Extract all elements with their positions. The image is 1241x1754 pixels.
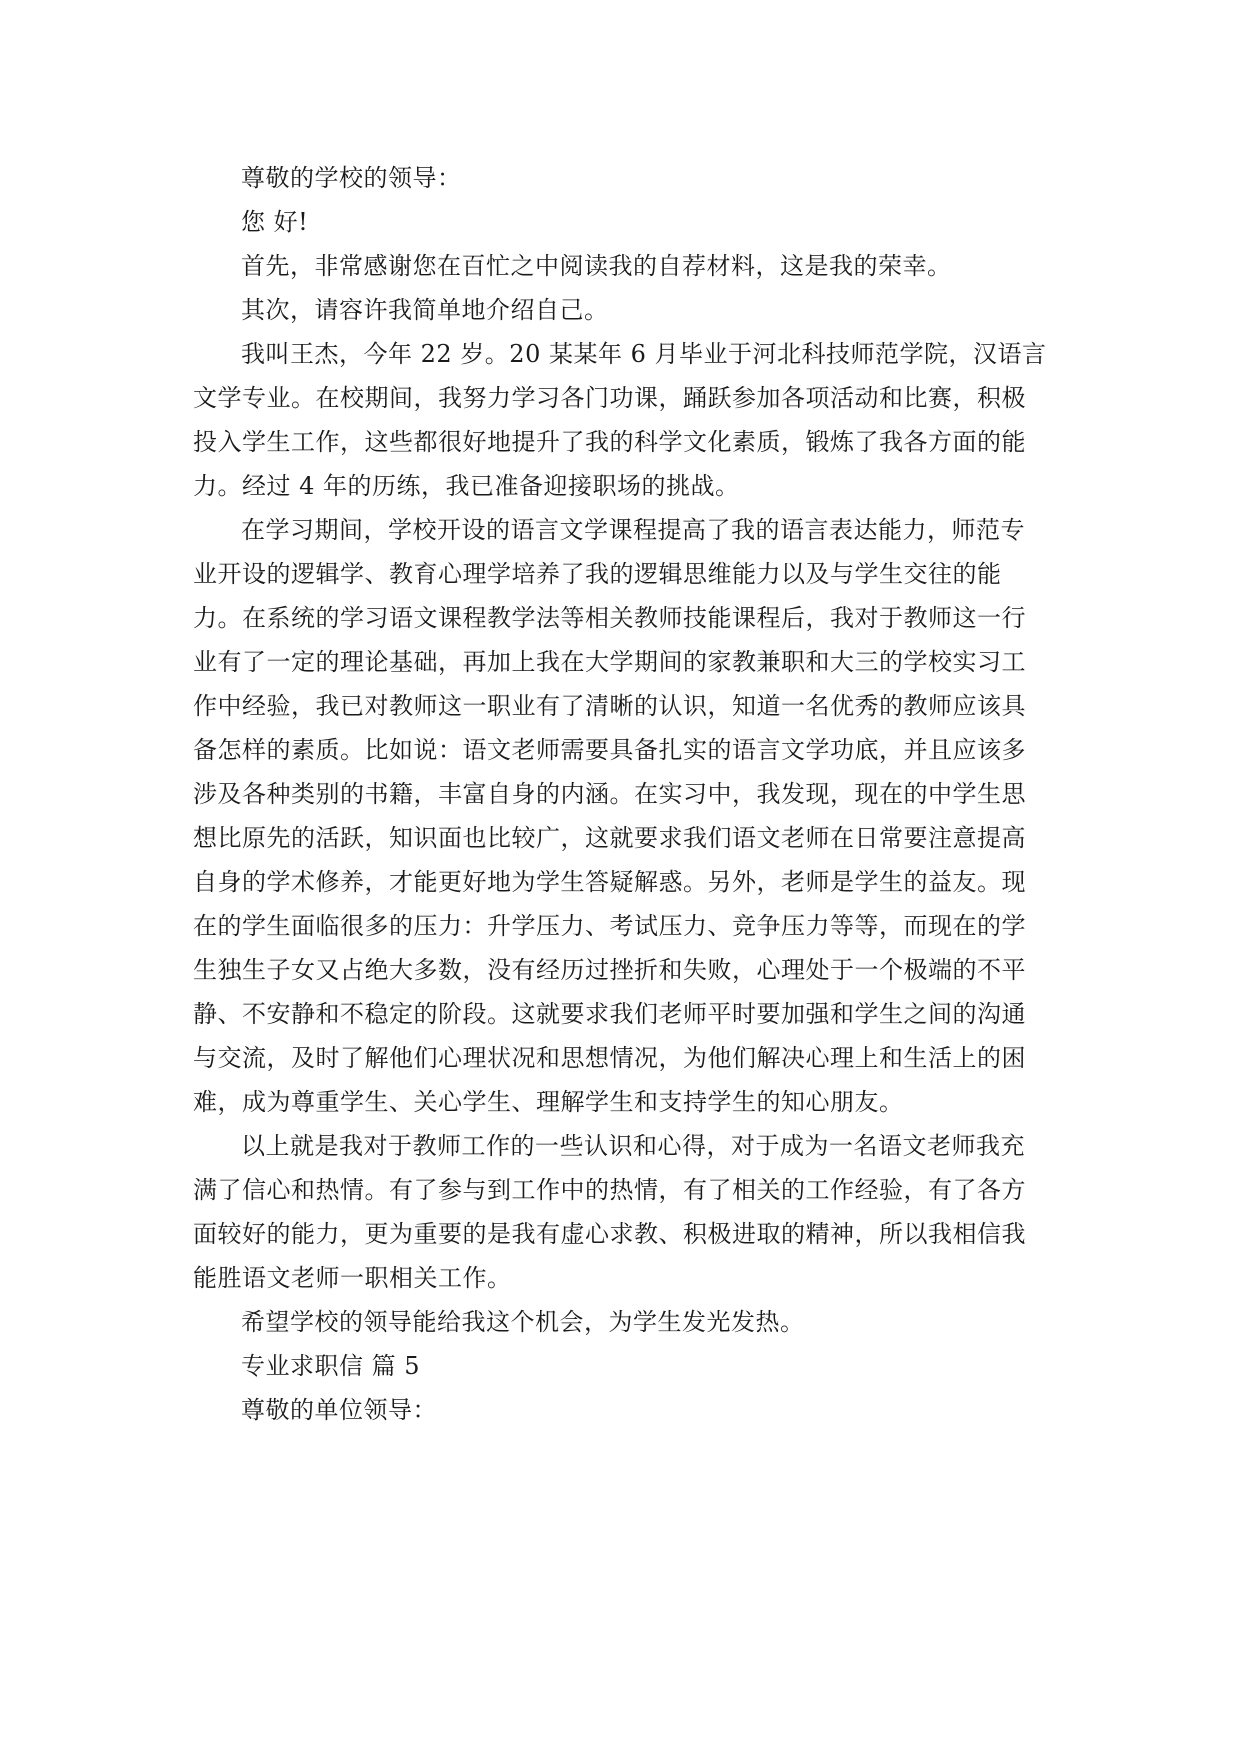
paragraph-study bbox=[193, 508, 1048, 1124]
paragraph-line: 作中经验，我已对教师这一职业有了清晰的认识，知道一名优秀的教师应该具 bbox=[193, 692, 1026, 720]
paragraph-intro: 其次，请容许我简单地介绍自己。 bbox=[241, 296, 609, 324]
paragraph-thanks: 首先，非常感谢您在百忙之中阅读我的自荐材料，这是我的荣幸。 bbox=[241, 252, 952, 280]
salutation: 尊敬的学校的领导： bbox=[241, 164, 462, 192]
paragraph-line: 投入学生工作，这些都很好地提升了我的科学文化素质，锻炼了我各方面的能 bbox=[193, 428, 1026, 456]
letter-body bbox=[193, 156, 1048, 1432]
paragraph-line: 能胜语文老师一职相关工作。 bbox=[193, 1264, 512, 1292]
paragraph-line: 满了信心和热情。有了参与到工作中的热情，有了相关的工作经验，有了各方 bbox=[193, 1176, 1026, 1204]
paragraph-line: 以上就是我对于教师工作的一些认识和心得，对于成为一名语文老师我充 bbox=[241, 1132, 1025, 1160]
paragraph-line: 我叫王杰，今年 22 岁。20 某某年 6 月毕业于河北科技师范学院，汉语言 bbox=[241, 340, 1047, 368]
greeting: 您 好! bbox=[241, 208, 309, 236]
paragraph-line: 生独生子女又占绝大多数，没有经历过挫折和失败，心理处于一个极端的不平 bbox=[193, 956, 1026, 984]
paragraph-line: 业有了一定的理论基础，再加上我在大学期间的家教兼职和大三的学校实习工 bbox=[193, 648, 1026, 676]
paragraph-line: 力。经过 4 年的历练，我已准备迎接职场的挑战。 bbox=[193, 472, 740, 500]
paragraph-line: 涉及各种类别的书籍，丰富自身的内涵。在实习中，我发现，现在的中学生思 bbox=[193, 780, 1026, 808]
paragraph-line: 自身的学术修养，才能更好地为学生答疑解惑。另外，老师是学生的益友。现 bbox=[193, 868, 1026, 896]
paragraph-line: 静、不安静和不稳定的阶段。这就要求我们老师平时要加强和学生之间的沟通 bbox=[193, 1000, 1026, 1028]
paragraph-line: 难，成为尊重学生、关心学生、理解学生和支持学生的知心朋友。 bbox=[193, 1088, 904, 1116]
paragraph-line: 在的学生面临很多的压力：升学压力、考试压力、竞争压力等等，而现在的学 bbox=[193, 912, 1026, 940]
paragraph-background bbox=[193, 332, 1048, 508]
paragraph-line: 面较好的能力，更为重要的是我有虚心求教、积极进取的精神，所以我相信我 bbox=[193, 1220, 1026, 1248]
paragraph-line: 业开设的逻辑学、教育心理学培养了我的逻辑思维能力以及与学生交往的能 bbox=[193, 560, 1002, 588]
section-title: 专业求职信 篇 5 bbox=[241, 1352, 421, 1380]
paragraph-line: 想比原先的活跃，知识面也比较广，这就要求我们语文老师在日常要注意提高 bbox=[193, 824, 1026, 852]
paragraph-line: 备怎样的素质。比如说：语文老师需要具备扎实的语言文学功底，并且应该多 bbox=[193, 736, 1026, 764]
paragraph-line: 文学专业。在校期间，我努力学习各门功课，踊跃参加各项活动和比赛，积极 bbox=[193, 384, 1026, 412]
paragraph-line: 与交流，及时了解他们心理状况和思想情况，为他们解决心理上和生活上的困 bbox=[193, 1044, 1026, 1072]
paragraph-conclusion bbox=[193, 1124, 1048, 1300]
paragraph-hope: 希望学校的领导能给我这个机会，为学生发光发热。 bbox=[241, 1308, 805, 1336]
salutation-2: 尊敬的单位领导： bbox=[241, 1396, 437, 1424]
paragraph-line: 力。在系统的学习语文课程教学法等相关教师技能课程后，我对于教师这一行 bbox=[193, 604, 1026, 632]
paragraph-line: 在学习期间，学校开设的语言文学课程提高了我的语言表达能力，师范专 bbox=[241, 516, 1025, 544]
